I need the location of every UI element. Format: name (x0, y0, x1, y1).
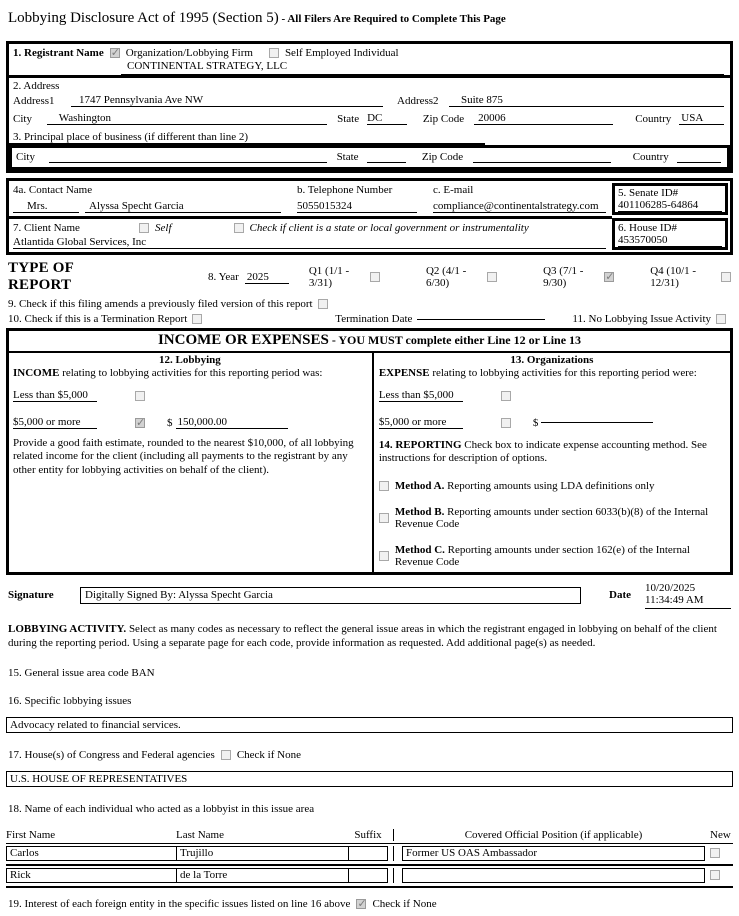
income-expenses-subtitle: - YOU MUST complete either Line 12 or Line 13 (328, 333, 582, 347)
col-covered-position: Covered Official Position (if applicable) (464, 828, 643, 841)
address2-field[interactable]: Suite 875 (449, 94, 724, 107)
section-lobbying-income (9, 353, 374, 572)
registrant-name-field[interactable]: CONTINENTAL STRATEGY, LLC (121, 60, 724, 75)
year-field[interactable]: 2025 (245, 271, 289, 284)
column-divider (393, 829, 402, 841)
expense-more-checkbox[interactable] (501, 418, 511, 428)
amends-label: 9. Check if this filing amends a previously filed version of this report (8, 298, 313, 310)
expense-less-checkbox[interactable] (501, 391, 511, 401)
signature-date-line2: 11:34:49 AM (645, 594, 704, 607)
expense-bold: EXPENSE (378, 367, 430, 379)
line19-none-checkbox[interactable] (356, 899, 366, 909)
termination-report-checkbox[interactable] (192, 314, 202, 324)
q1-checkbox[interactable] (370, 272, 380, 282)
line15 (6, 667, 733, 679)
line17-none-label: Check if None (236, 748, 301, 761)
client-name-label: 7. Client Name (13, 222, 80, 234)
method-a-label: Reporting amounts using LDA definitions only (444, 479, 655, 492)
telephone-label: b. Telephone Number (297, 184, 393, 196)
no-lobbying-activity-label: 11. No Lobbying Issue Activity (572, 313, 712, 325)
type-of-report-title: TYPE OF REPORT (8, 260, 74, 293)
line15-code-field[interactable]: BAN (131, 666, 155, 679)
line18-label: 18. Name of each individual who acted as a lobbyist in this issue area (8, 802, 315, 815)
line17-none-checkbox[interactable] (221, 750, 231, 760)
principal-state-label: State (336, 151, 359, 163)
principal-country-field[interactable] (677, 162, 721, 163)
contact-client-box (6, 178, 733, 255)
signature-label: Signature (8, 589, 54, 602)
section-type-of-report (6, 260, 733, 325)
client-gov-checkbox[interactable] (234, 223, 244, 233)
section-client (9, 219, 612, 252)
income-less-checkbox[interactable] (135, 391, 145, 401)
address-label: 2. Address (13, 80, 60, 92)
lobbyists-table-header (6, 829, 733, 844)
income-amount-prefix: $ (167, 416, 173, 429)
page-title (8, 10, 733, 27)
income-more-checkbox[interactable] (135, 418, 145, 428)
expense-less-label: Less than $5,000 (379, 389, 463, 402)
lobbyist-last-name-field[interactable]: Trujillo (176, 846, 349, 861)
principal-city-field[interactable] (49, 162, 326, 163)
lobbyist-covered-position-field[interactable] (402, 868, 705, 883)
method-b-bold: Method B. (394, 505, 445, 518)
org-lobbying-firm-checkbox[interactable] (110, 48, 120, 58)
org-lobbying-firm-label: Organization/Lobbying Firm (125, 47, 253, 59)
termination-report-label: 10. Check if this is a Termination Report (8, 313, 188, 325)
senate-id-label: 5. Senate ID# (618, 187, 679, 199)
column-divider (393, 846, 402, 861)
lobbying-activity-intro (6, 623, 733, 651)
q1-label: Q1 (1/1 - 3/31) (308, 265, 350, 289)
city-field[interactable]: Washington (47, 112, 327, 125)
reporting-bold: 14. REPORTING (378, 439, 462, 451)
principal-place-label: 3. Principal place of business (if different than line 2) (9, 129, 485, 145)
lobbying-col-title: 12. Lobbying (159, 354, 221, 366)
address1-field[interactable]: 1747 Pennsylvania Ave NW (71, 94, 383, 107)
q3-label: Q3 (7/1 - 9/30) (543, 265, 584, 289)
email-field[interactable]: compliance@continentalstrategy.com (433, 200, 606, 213)
section-address (9, 78, 730, 129)
lobbyist-first-name-field[interactable]: Carlos (6, 846, 177, 861)
client-self-checkbox[interactable] (139, 223, 149, 233)
line17 (6, 749, 733, 761)
form-subtitle: - All Filers Are Required to Complete This Page (281, 13, 506, 25)
col-suffix: Suffix (354, 828, 382, 841)
signature-field[interactable]: Digitally Signed By: Alyssa Specht Garcia (80, 587, 581, 604)
principal-state-field[interactable] (367, 162, 406, 163)
method-b-checkbox[interactable] (379, 513, 389, 523)
line16-label: 16. Specific lobbying issues (8, 694, 132, 707)
zip-field[interactable]: 20006 (474, 112, 613, 125)
address2-label: Address2 (397, 95, 439, 107)
lobbyist-new-checkbox[interactable] (710, 848, 720, 858)
income-more-label: $5,000 or more (13, 416, 97, 429)
line19-none-label: Check if None (372, 897, 437, 910)
state-field[interactable]: DC (367, 112, 407, 125)
method-a-bold: Method A. (394, 479, 445, 492)
income-expenses-title: INCOME OR EXPENSES (157, 332, 329, 348)
reporting-intro: Check box to indicate expense accounting method. See instructions for description of options. (378, 439, 707, 465)
income-note: Provide a good faith estimate, rounded to the nearest $10,000, of all lobbying related income for the client (including all payments to the registrant by any other entity for lobbying activities on behalf of the client). (13, 437, 354, 476)
income-amount-field[interactable]: 150,000.00 (176, 416, 288, 429)
self-employed-label: Self Employed Individual (284, 47, 399, 59)
principal-zip-label: Zip Code (421, 151, 464, 163)
house-id-box (612, 218, 728, 250)
senate-id-value: 401106285-64864 (618, 199, 722, 212)
state-label: State (337, 113, 360, 125)
principal-city-label: City (16, 151, 35, 163)
contact-name-label: 4a. Contact Name (13, 184, 93, 196)
lobbyists-table (6, 829, 733, 888)
house-id-label: 6. House ID# (618, 222, 677, 234)
section-organizations-expense (374, 353, 730, 572)
method-c-label: Reporting amounts under section 162(e) of the Internal Revenue Code (394, 543, 690, 568)
email-label: c. E-mail (433, 184, 474, 196)
lobbyist-suffix-field[interactable] (348, 846, 388, 861)
expense-more-label: $5,000 or more (379, 416, 463, 429)
q2-label: Q2 (4/1 - 6/30) (425, 265, 467, 289)
client-name-field[interactable]: Atlantida Global Services, Inc (13, 236, 606, 249)
col-last-name: Last Name (176, 828, 224, 841)
signature-date (645, 582, 731, 609)
principal-country-label: Country (632, 151, 669, 163)
lobbyist-first-name-field[interactable]: Rick (6, 868, 177, 883)
organizations-col-title: 13. Organizations (510, 354, 594, 366)
col-new: New (710, 828, 731, 841)
lobbying-activity-bold: LOBBYING ACTIVITY. (8, 623, 127, 636)
lobbyist-covered-position-field[interactable]: Former US OAS Ambassador (402, 846, 705, 861)
section-signature (6, 582, 733, 609)
country-label: Country (635, 113, 672, 125)
income-less-label: Less than $5,000 (13, 389, 97, 402)
income-intro: relating to lobbying activities for this reporting period was: (59, 367, 323, 379)
self-employed-checkbox[interactable] (269, 48, 279, 58)
column-divider (393, 868, 402, 883)
q4-checkbox[interactable] (721, 272, 731, 282)
client-gov-label: Check if client is a state or local government or instrumentality (249, 222, 529, 234)
amends-checkbox[interactable] (318, 299, 328, 309)
table-row (6, 844, 733, 866)
line16-value-box[interactable]: Advocacy related to financial services. (6, 717, 733, 733)
lobbyist-suffix-field[interactable] (348, 868, 388, 883)
signature-date-line1: 10/20/2025 (645, 581, 696, 594)
section-registrant (9, 44, 730, 75)
table-row (6, 866, 733, 888)
method-a-checkbox[interactable] (379, 481, 389, 491)
year-label: 8. Year (207, 271, 239, 283)
line17-value-box[interactable]: U.S. HOUSE OF REPRESENTATIVES (6, 771, 733, 787)
expense-amount-field[interactable] (541, 422, 653, 423)
contact-prefix-field[interactable]: Mrs. (13, 200, 79, 213)
principal-place-box (9, 145, 730, 170)
section-contact (9, 181, 612, 216)
registrant-address-box (6, 41, 733, 173)
form-title: Lobbying Disclosure Act of 1995 (Section 5) (8, 10, 279, 26)
address1-label: Address1 (13, 95, 55, 107)
country-field[interactable]: USA (679, 112, 724, 125)
line19-label: 19. Interest of each foreign entity in the specific issues listed on line 16 above (8, 897, 351, 910)
no-lobbying-activity-checkbox[interactable] (716, 314, 726, 324)
lobbying-activity-text: Select as many codes as necessary to reflect the general issue areas in which the registrant engaged in lobbying on behalf of the client during the reporting period. Using a separate page for each code, provide information as requested. Add additional page(s) as needed. (8, 623, 717, 649)
q2-checkbox[interactable] (487, 272, 497, 282)
telephone-field[interactable]: 5055015324 (297, 200, 417, 213)
expense-amount-prefix: $ (532, 416, 539, 429)
termination-date-field[interactable] (417, 319, 545, 320)
registrant-name-label: 1. Registrant Name (13, 47, 104, 59)
client-self-label: Self (155, 222, 172, 234)
q4-label: Q4 (10/1 - 12/31) (650, 265, 697, 289)
house-id-value: 453570050 (618, 234, 722, 247)
contact-name-field[interactable]: Alyssa Specht Garcia (85, 200, 281, 213)
date-label: Date (609, 589, 631, 602)
method-b-label: Reporting amounts under section 6033(b)(8) of the Internal Revenue Code (394, 505, 709, 530)
col-first-name: First Name (6, 828, 56, 841)
zip-label: Zip Code (422, 113, 465, 125)
line19 (6, 898, 733, 910)
lobbyist-last-name-field[interactable]: de la Torre (176, 868, 349, 883)
line17-label: 17. House(s) of Congress and Federal agencies (8, 748, 215, 761)
q3-checkbox[interactable] (604, 272, 614, 282)
method-c-checkbox[interactable] (379, 551, 389, 561)
lobbyist-new-checkbox[interactable] (710, 870, 720, 880)
income-bold: INCOME (13, 367, 60, 379)
city-label: City (13, 113, 32, 125)
principal-zip-field[interactable] (473, 162, 611, 163)
income-expenses-box (6, 328, 733, 575)
senate-id-box (612, 183, 728, 215)
termination-date-label: Termination Date (335, 313, 413, 325)
expense-intro: relating to lobbying activities for this reporting period were: (429, 367, 697, 379)
method-c-bold: Method C. (394, 543, 445, 556)
line15-label: 15. General issue area code (8, 666, 129, 679)
